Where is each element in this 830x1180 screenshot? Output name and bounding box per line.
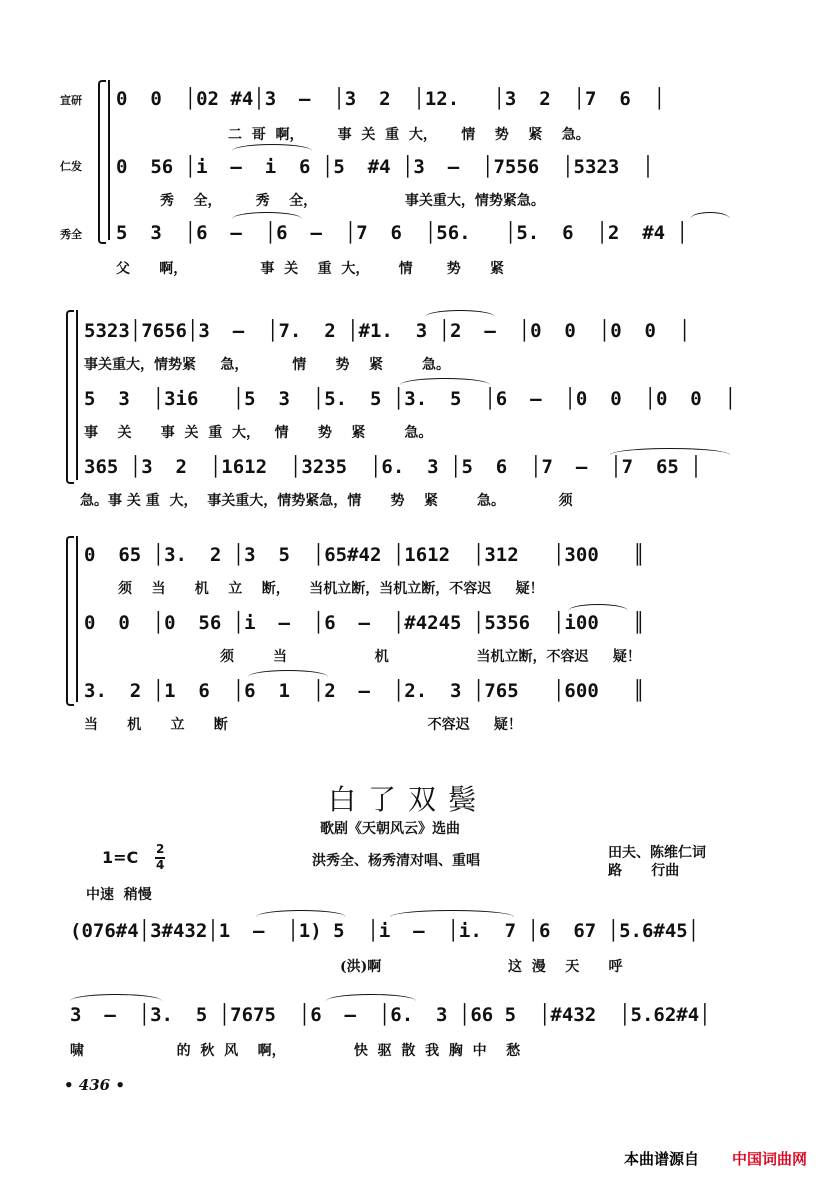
lyric-row: 须 当 机 当机立断，不容迟 疑！: [220, 649, 641, 665]
lyric-row: 须 当 机 立 断， 当机立断，当机立断，不容迟 疑！: [118, 581, 544, 597]
lyric-row: 秀 全， 秀 全， 事关重大，情势紧急。: [160, 193, 545, 209]
notation-row: 0 65 │3. 2 │3 5 │65#42 │1612 │312 │300 ║: [84, 544, 645, 566]
part-label-xuanjiao: 宣研: [60, 94, 82, 107]
time-signature-top: 2: [156, 842, 165, 856]
slur: [690, 212, 730, 219]
slur: [610, 448, 730, 455]
lyric-row: 事 关 事 关 重 大， 情 势 紧 急。: [84, 425, 433, 441]
notation-row: (076#4│3#432│1 – │1) 5 │i – │i. 7 │6 67 │5.6#45│: [70, 920, 700, 942]
system-brace: [98, 80, 106, 244]
lyricist-credit: 田夫、陈维仁词: [608, 845, 706, 861]
notation-row: 5323│7656│3 – │7. 2 │#1. 3 │2 – │0 0 │0 0 │: [84, 320, 691, 342]
system-barline: [76, 536, 78, 702]
composer-credit: 路 行曲: [608, 863, 680, 879]
system-brace: [66, 536, 74, 706]
key-signature: 1=C: [102, 848, 139, 867]
part-label-xiuquan: 秀全: [60, 228, 82, 241]
notation-row: 0 56 │i – i 6 │5 #4 │3 – │7556 │5323 │: [116, 156, 654, 178]
lyric-row: 当 机 立 断 不容迟 疑！: [84, 717, 522, 733]
song-subtitle: 歌剧《天朝风云》选曲: [320, 821, 460, 837]
lyric-row: 父 啊， 事 关 重 大， 情 势 紧: [116, 261, 504, 277]
lyric-row: 事关重大，情势紧 急， 情 势 紧 急。: [84, 357, 450, 373]
song-title: 白了双鬓: [328, 783, 489, 816]
slur: [232, 212, 302, 219]
singers-credit: 洪秀全、杨秀清对唱、重唱: [312, 853, 480, 869]
notation-row: 365 │3 2 │1612 │3235 │6. 3 │5 6 │7 – │7 65 │: [84, 456, 702, 478]
slur: [232, 144, 312, 151]
slur: [400, 378, 490, 385]
notation-row: 0 0 │0 56 │i – │6 – │#4245 │5356 │i00 ║: [84, 612, 645, 634]
slur: [390, 910, 514, 917]
slur: [425, 310, 495, 317]
tempo-marking: 中速 稍慢: [86, 887, 152, 903]
slur: [70, 994, 162, 1001]
lyric-row: 啸 的 秋 风 啊， 快 驱 散 我 胸 中 愁: [70, 1043, 521, 1059]
slur: [326, 994, 416, 1001]
notation-row: 3. 2 │1 6 │6 1 │2 – │2. 3 │765 │600 ║: [84, 680, 645, 702]
page-number: • 436 •: [64, 1076, 125, 1094]
lyric-row: 二 哥 啊， 事 关 重 大， 情 势 紧 急。: [228, 127, 590, 143]
slur: [248, 670, 328, 677]
slur: [256, 910, 346, 917]
slur: [568, 604, 628, 611]
footer-source-text: 本曲谱源自: [624, 1150, 700, 1168]
notation-row: 5 3 │6 – │6 – │7 6 │56. │5. 6 │2 #4 │: [116, 222, 688, 244]
lyric-row: 急。事 关 重 大， 事关重大，情势紧急，情 势 紧 急。 须: [80, 493, 573, 509]
footer-site-link[interactable]: 中国词曲网: [732, 1150, 808, 1168]
part-label-renfa: 仁发: [60, 160, 82, 173]
notation-row: 0 0 │02 #4│3 – │3 2 │12. │3 2 │7 6 │: [116, 88, 666, 110]
notation-row: 5 3 │3i6 │5 3 │5. 5 │3. 5 │6 – │0 0 │0 0 │: [84, 388, 737, 410]
lyric-row: (洪)啊 这 漫 天 呼: [340, 959, 623, 975]
system-barline: [108, 80, 110, 240]
notation-row: 3 – │3. 5 │7675 │6 – │6. 3 │66 5 │#432 │5.62#4│: [70, 1004, 711, 1026]
time-signature-bottom: 4: [156, 858, 165, 872]
system-brace: [66, 310, 74, 484]
system-barline: [76, 310, 78, 480]
